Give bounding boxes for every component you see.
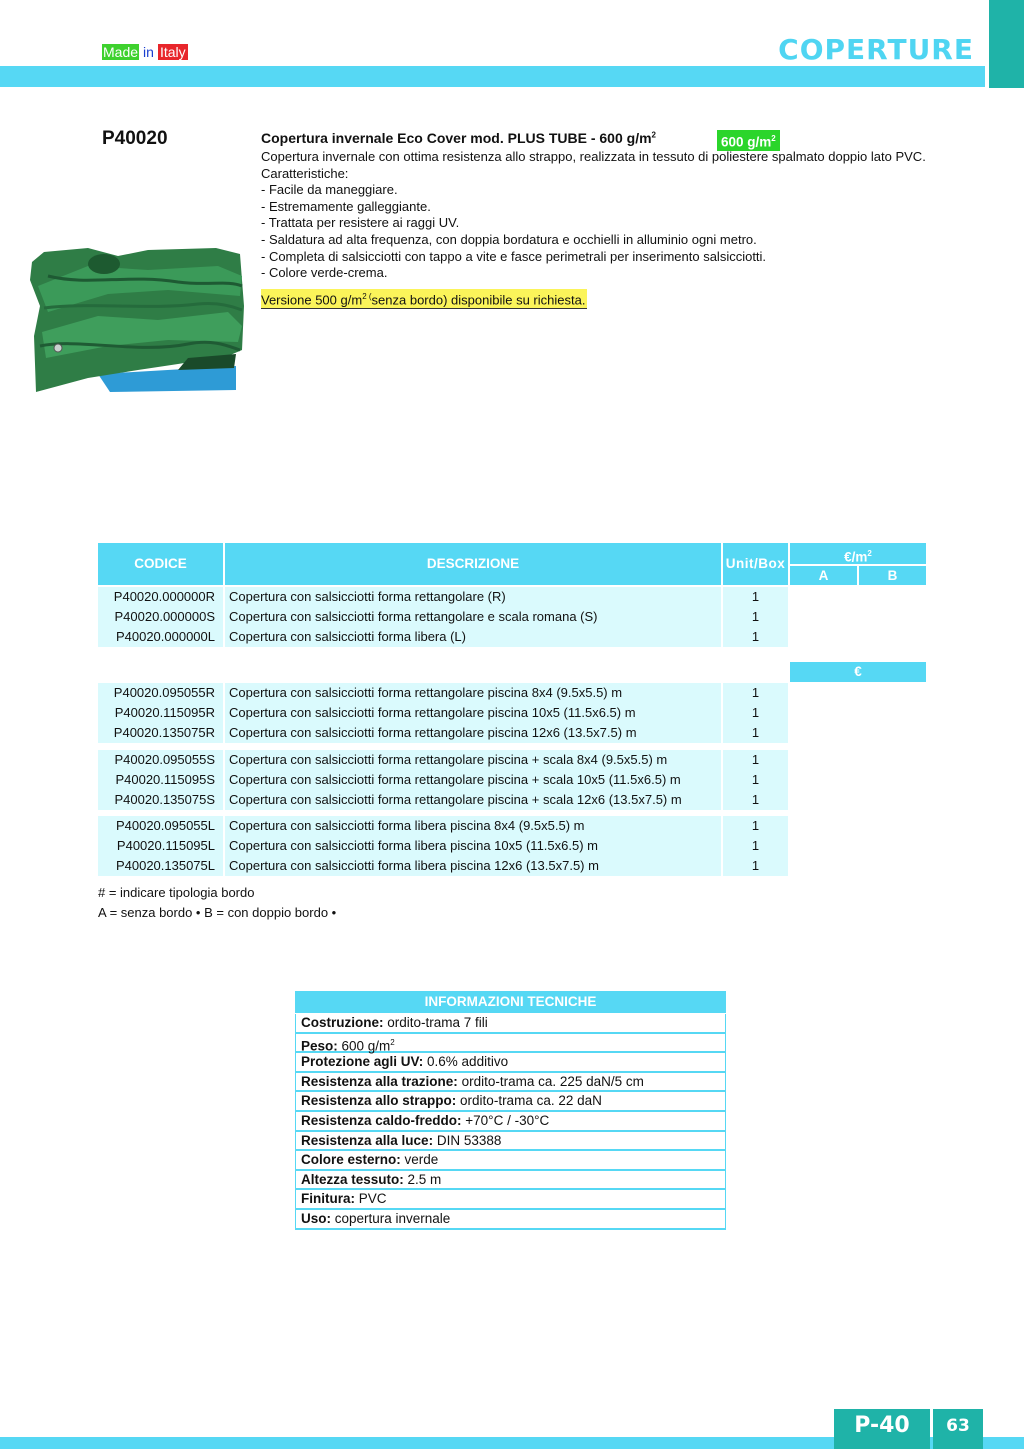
row-code: P40020.135075L [98,856,223,876]
row-description: Copertura con salsicciotti forma rettangolare (R) [225,587,721,607]
row-description: Copertura con salsicciotti forma rettangolare piscina 12x6 (13.5x7.5) m [225,723,721,743]
row-description: Copertura con salsicciotti forma libera (L) [225,627,721,647]
description-line: Caratteristiche: [261,165,349,181]
description-line: - Estremamente galleggiante. [261,198,431,214]
tech-row: Uso: copertura invernale [295,1210,726,1230]
row-code: P40020.115095S [98,770,223,790]
row-unit: 1 [723,836,788,856]
tech-row: Finitura: PVC [295,1190,726,1210]
column-header-unit-box: Unit/Box [723,543,788,585]
tech-row: Peso: 600 $g/m^2$ [295,1034,726,1054]
tech-row: Protezione agli UV: 0.6% additivo [295,1053,726,1073]
product-title: Copertura invernale Eco Cover mod. PLUS TUBE - 600 $g/m^2$ [261,130,656,146]
header-accent-stripe [989,0,1024,88]
row-unit: 1 [723,770,788,790]
row-unit: 1 [723,703,788,723]
description-line: - Completa di salsicciotti con tappo a vite e fasce perimetrali per inserimento salsicciotti. [261,248,767,264]
description-line: Copertura invernale con ottima resistenza allo strappo, realizzata in tessuto di poliestere spalmato doppio lato PVC. [261,149,926,164]
row-description: Copertura con salsicciotti forma rettangolare piscina 8x4 (9.5x5.5) m [225,683,721,703]
italy-label: Italy [159,44,186,60]
row-description: Copertura con salsicciotti forma rettangolare piscina + scala 10x5 (11.5x6.5) m [225,770,721,790]
tech-row: Altezza tessuto: 2.5 m [295,1171,726,1191]
description-line: - Trattata per resistere ai raggi UV. [261,215,460,231]
column-header-price: € [790,662,926,682]
header-bar [0,66,985,87]
row-unit: 1 [723,750,788,770]
tech-row: Resistenza allo strappo: ordito-trama ca. 22 daN [295,1092,726,1112]
made-label: Made [103,44,139,60]
section-title: COPERTURE [778,33,974,66]
in-label: in [143,44,154,60]
tech-info-header: INFORMAZIONI TECNICHE [295,991,726,1013]
tech-row: Resistenza caldo-freddo: +70°C / -30°C [295,1112,726,1132]
column-header-code: CODICE [98,543,223,585]
row-unit: 1 [723,587,788,607]
column-header-price-m2: $€/m^2$ [790,543,926,564]
row-code: P40020.115095L [98,836,223,856]
made-in-italy-logo [102,44,188,61]
row-description: Copertura con salsicciotti forma libera piscina 8x4 (9.5x5.5) m [225,816,721,836]
description-line: - Colore verde-crema. [261,265,388,281]
row-description: Copertura con salsicciotti forma libera piscina 12x6 (13.5x7.5) m [225,856,721,876]
row-unit: 1 [723,607,788,627]
row-code: P40020.000000S [98,607,223,627]
row-unit: 1 [723,816,788,836]
row-unit: 1 [723,723,788,743]
row-description: Copertura con salsicciotti forma libera piscina 10x5 (11.5x6.5) m [225,836,721,856]
column-header-a: A [790,566,857,585]
column-header-description: DESCRIZIONE [225,543,721,585]
product-code: P40020 [102,128,168,149]
row-unit: 1 [723,856,788,876]
row-code: P40020.115095R [98,703,223,723]
row-description: Copertura con salsicciotti forma rettangolare piscina + scala 12x6 (13.5x7.5) m [225,790,721,810]
availability-note: Versione 500 $g/m^{2 (}senza$ bordo) disponibile su richiesta. [261,289,587,309]
weight-badge: 600 $g/m^2$ [717,130,780,151]
legend-border-type: # = indicare tipologia bordo [98,885,255,900]
product-description [261,149,981,282]
row-code: P40020.095055L [98,816,223,836]
row-description: Copertura con salsicciotti forma rettangolare piscina + scala 8x4 (9.5x5.5) m [225,750,721,770]
description-line: - Facile da maneggiare. [261,182,398,198]
tech-row: Colore esterno: verde [295,1151,726,1171]
row-code: P40020.135075R [98,723,223,743]
green-cover-photo [28,246,248,392]
row-description: Copertura con salsicciotti forma rettangolare e scala romana (S) [225,607,721,627]
page-code: P-40 [834,1409,930,1449]
page-number: 63 [933,1409,983,1449]
legend-a-b: A = senza bordo • B = con doppio bordo • [98,905,337,920]
row-unit: 1 [723,790,788,810]
tech-row: Resistenza alla trazione: ordito-trama ca. 225 daN/5 cm [295,1073,726,1093]
row-code: P40020.095055S [98,750,223,770]
row-unit: 1 [723,627,788,647]
row-unit: 1 [723,683,788,703]
column-header-b: B [859,566,926,585]
tech-row: Resistenza alla luce: DIN 53388 [295,1132,726,1152]
row-code: P40020.095055R [98,683,223,703]
row-code: P40020.000000L [98,627,223,647]
row-description: Copertura con salsicciotti forma rettangolare piscina 10x5 (11.5x6.5) m [225,703,721,723]
tech-row: Costruzione: ordito-trama 7 fili [295,1014,726,1034]
description-line: - Saldatura ad alta frequenza, con doppia bordatura e occhielli in alluminio ogni metro. [261,231,757,247]
row-code: P40020.135075S [98,790,223,810]
row-code: P40020.000000R [98,587,223,607]
